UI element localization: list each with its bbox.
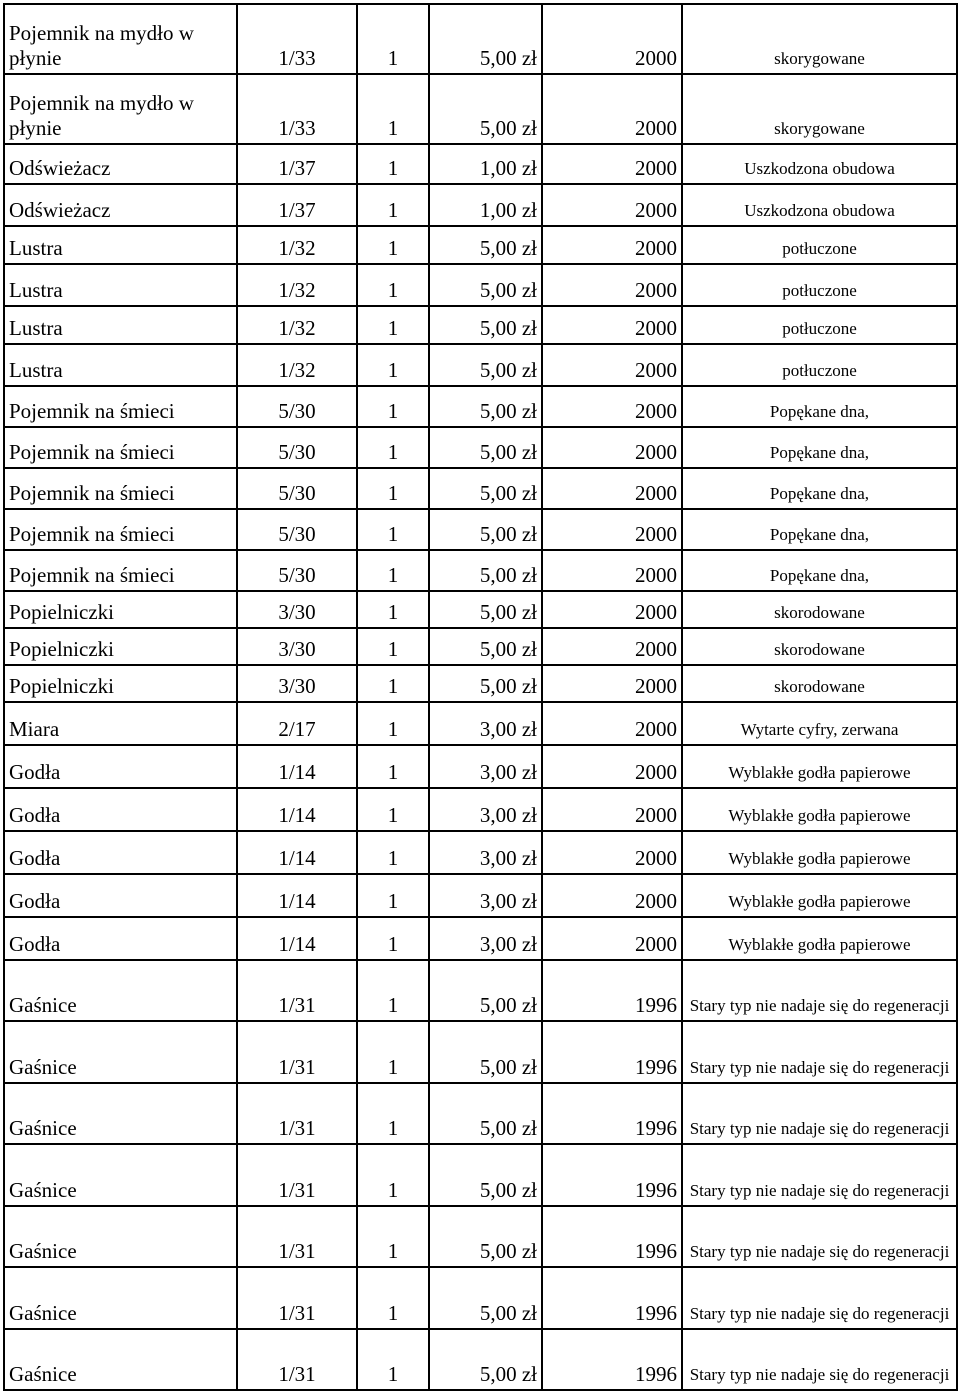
table-row <box>4 788 957 831</box>
cell-note: Stary typ nie nadaje się do regeneracji <box>682 1267 957 1329</box>
cell-code: 1/14 <box>237 917 357 960</box>
cell-price: 5,00 zł <box>429 264 542 306</box>
cell-qty: 1 <box>357 306 429 344</box>
cell-qty: 1 <box>357 264 429 306</box>
cell-qty: 1 <box>357 1329 429 1390</box>
table-row <box>4 1021 957 1083</box>
table-row <box>4 1329 957 1390</box>
cell-name: Pojemnik na śmieci <box>4 386 237 427</box>
cell-note: Wyblakłe godła papierowe <box>682 788 957 831</box>
table-row <box>4 509 957 550</box>
cell-code: 1/31 <box>237 1083 357 1144</box>
cell-year: 2000 <box>542 917 682 960</box>
cell-year: 2000 <box>542 628 682 665</box>
cell-qty: 1 <box>357 960 429 1021</box>
table-row <box>4 874 957 917</box>
cell-price: 5,00 zł <box>429 427 542 468</box>
cell-qty: 1 <box>357 874 429 917</box>
cell-qty: 1 <box>357 74 429 144</box>
cell-note: skorodowane <box>682 628 957 665</box>
table-row <box>4 665 957 702</box>
cell-name: Godła <box>4 831 237 874</box>
cell-name: Pojemnik na mydło w płynie <box>4 4 237 74</box>
table-row <box>4 4 957 74</box>
cell-code: 1/14 <box>237 745 357 788</box>
cell-note: skorodowane <box>682 591 957 628</box>
inventory-table <box>3 3 958 1391</box>
table-row <box>4 144 957 184</box>
cell-year: 1996 <box>542 1021 682 1083</box>
cell-price: 5,00 zł <box>429 386 542 427</box>
cell-qty: 1 <box>357 628 429 665</box>
table-row <box>4 427 957 468</box>
cell-note: Wyblakłe godła papierowe <box>682 831 957 874</box>
cell-year: 2000 <box>542 226 682 264</box>
table-body <box>4 4 957 1390</box>
cell-price: 5,00 zł <box>429 960 542 1021</box>
cell-name: Odświeżacz <box>4 144 237 184</box>
cell-note: Popękane dna, <box>682 509 957 550</box>
cell-year: 2000 <box>542 509 682 550</box>
cell-code: 1/32 <box>237 344 357 386</box>
cell-code: 5/30 <box>237 509 357 550</box>
cell-price: 3,00 zł <box>429 702 542 745</box>
cell-name: Pojemnik na mydło w płynie <box>4 74 237 144</box>
cell-code: 1/33 <box>237 74 357 144</box>
cell-qty: 1 <box>357 1267 429 1329</box>
cell-year: 2000 <box>542 344 682 386</box>
cell-year: 2000 <box>542 144 682 184</box>
cell-price: 5,00 zł <box>429 591 542 628</box>
cell-note: Popękane dna, <box>682 386 957 427</box>
cell-qty: 1 <box>357 468 429 509</box>
cell-year: 2000 <box>542 874 682 917</box>
cell-note: Popękane dna, <box>682 550 957 591</box>
cell-note: Wytarte cyfry, zerwana <box>682 702 957 745</box>
cell-name: Gaśnice <box>4 1267 237 1329</box>
cell-price: 5,00 zł <box>429 550 542 591</box>
cell-year: 2000 <box>542 306 682 344</box>
cell-name: Godła <box>4 788 237 831</box>
cell-note: Popękane dna, <box>682 427 957 468</box>
cell-note: potłuczone <box>682 226 957 264</box>
table-row <box>4 1267 957 1329</box>
cell-note: skorodowane <box>682 665 957 702</box>
cell-qty: 1 <box>357 226 429 264</box>
cell-year: 2000 <box>542 386 682 427</box>
cell-price: 5,00 zł <box>429 1329 542 1390</box>
cell-price: 5,00 zł <box>429 665 542 702</box>
table-row <box>4 184 957 226</box>
cell-qty: 1 <box>357 1206 429 1267</box>
cell-year: 2000 <box>542 831 682 874</box>
cell-code: 5/30 <box>237 550 357 591</box>
cell-code: 5/30 <box>237 468 357 509</box>
cell-price: 3,00 zł <box>429 745 542 788</box>
table-row <box>4 628 957 665</box>
table-row <box>4 917 957 960</box>
cell-price: 5,00 zł <box>429 1144 542 1206</box>
cell-code: 1/14 <box>237 874 357 917</box>
cell-price: 1,00 zł <box>429 144 542 184</box>
cell-name: Lustra <box>4 264 237 306</box>
cell-note: Stary typ nie nadaje się do regeneracji <box>682 1329 957 1390</box>
cell-price: 5,00 zł <box>429 1267 542 1329</box>
cell-qty: 1 <box>357 1144 429 1206</box>
cell-note: Popękane dna, <box>682 468 957 509</box>
cell-price: 5,00 zł <box>429 509 542 550</box>
cell-name: Godła <box>4 745 237 788</box>
cell-note: Stary typ nie nadaje się do regeneracji <box>682 1144 957 1206</box>
cell-name: Pojemnik na śmieci <box>4 509 237 550</box>
cell-name: Popielniczki <box>4 665 237 702</box>
cell-qty: 1 <box>357 550 429 591</box>
cell-year: 2000 <box>542 591 682 628</box>
cell-code: 1/32 <box>237 226 357 264</box>
cell-name: Lustra <box>4 306 237 344</box>
cell-price: 5,00 zł <box>429 468 542 509</box>
table-row <box>4 591 957 628</box>
cell-price: 3,00 zł <box>429 831 542 874</box>
cell-qty: 1 <box>357 1021 429 1083</box>
cell-code: 1/31 <box>237 1329 357 1390</box>
cell-note: potłuczone <box>682 344 957 386</box>
cell-note: potłuczone <box>682 264 957 306</box>
cell-price: 5,00 zł <box>429 74 542 144</box>
cell-name: Gaśnice <box>4 1329 237 1390</box>
cell-qty: 1 <box>357 1083 429 1144</box>
cell-year: 2000 <box>542 4 682 74</box>
cell-year: 1996 <box>542 1329 682 1390</box>
table-row <box>4 74 957 144</box>
cell-year: 2000 <box>542 550 682 591</box>
cell-name: Lustra <box>4 344 237 386</box>
cell-qty: 1 <box>357 917 429 960</box>
cell-code: 3/30 <box>237 628 357 665</box>
cell-price: 5,00 zł <box>429 4 542 74</box>
cell-code: 2/17 <box>237 702 357 745</box>
cell-name: Popielniczki <box>4 591 237 628</box>
cell-note: Uszkodzona obudowa <box>682 184 957 226</box>
cell-price: 3,00 zł <box>429 788 542 831</box>
cell-year: 1996 <box>542 1267 682 1329</box>
cell-code: 1/33 <box>237 4 357 74</box>
cell-year: 2000 <box>542 745 682 788</box>
cell-year: 2000 <box>542 264 682 306</box>
cell-name: Pojemnik na śmieci <box>4 427 237 468</box>
cell-note: potłuczone <box>682 306 957 344</box>
cell-code: 3/30 <box>237 591 357 628</box>
cell-price: 5,00 zł <box>429 1206 542 1267</box>
table-row <box>4 831 957 874</box>
cell-price: 5,00 zł <box>429 1083 542 1144</box>
table-row <box>4 226 957 264</box>
table-row <box>4 306 957 344</box>
cell-note: Wyblakłe godła papierowe <box>682 745 957 788</box>
cell-code: 1/31 <box>237 1267 357 1329</box>
cell-code: 1/14 <box>237 831 357 874</box>
cell-qty: 1 <box>357 509 429 550</box>
cell-year: 2000 <box>542 74 682 144</box>
cell-year: 2000 <box>542 468 682 509</box>
cell-note: Stary typ nie nadaje się do regeneracji <box>682 960 957 1021</box>
cell-year: 1996 <box>542 960 682 1021</box>
table-row <box>4 745 957 788</box>
cell-code: 1/31 <box>237 1144 357 1206</box>
cell-name: Odświeżacz <box>4 184 237 226</box>
cell-name: Lustra <box>4 226 237 264</box>
cell-name: Miara <box>4 702 237 745</box>
cell-code: 5/30 <box>237 427 357 468</box>
cell-year: 2000 <box>542 184 682 226</box>
cell-year: 1996 <box>542 1083 682 1144</box>
cell-price: 5,00 zł <box>429 226 542 264</box>
table-row <box>4 1206 957 1267</box>
cell-code: 1/32 <box>237 306 357 344</box>
cell-year: 2000 <box>542 788 682 831</box>
cell-qty: 1 <box>357 591 429 628</box>
cell-note: Uszkodzona obudowa <box>682 144 957 184</box>
table-row <box>4 264 957 306</box>
cell-qty: 1 <box>357 184 429 226</box>
table-row <box>4 702 957 745</box>
cell-price: 5,00 zł <box>429 628 542 665</box>
cell-note: skorygowane <box>682 74 957 144</box>
cell-qty: 1 <box>357 745 429 788</box>
table-row <box>4 468 957 509</box>
cell-year: 1996 <box>542 1206 682 1267</box>
cell-name: Pojemnik na śmieci <box>4 468 237 509</box>
cell-code: 1/31 <box>237 1206 357 1267</box>
cell-note: skorygowane <box>682 4 957 74</box>
cell-code: 1/37 <box>237 144 357 184</box>
cell-price: 1,00 zł <box>429 184 542 226</box>
table-row <box>4 344 957 386</box>
cell-qty: 1 <box>357 386 429 427</box>
cell-note: Wyblakłe godła papierowe <box>682 917 957 960</box>
cell-qty: 1 <box>357 4 429 74</box>
cell-year: 2000 <box>542 702 682 745</box>
table-row <box>4 960 957 1021</box>
cell-qty: 1 <box>357 665 429 702</box>
cell-qty: 1 <box>357 702 429 745</box>
cell-qty: 1 <box>357 344 429 386</box>
cell-name: Gaśnice <box>4 960 237 1021</box>
cell-name: Gaśnice <box>4 1206 237 1267</box>
cell-year: 1996 <box>542 1144 682 1206</box>
cell-price: 5,00 zł <box>429 1021 542 1083</box>
cell-name: Gaśnice <box>4 1083 237 1144</box>
cell-code: 1/14 <box>237 788 357 831</box>
cell-code: 1/37 <box>237 184 357 226</box>
cell-code: 1/31 <box>237 960 357 1021</box>
cell-qty: 1 <box>357 144 429 184</box>
cell-qty: 1 <box>357 427 429 468</box>
cell-price: 5,00 zł <box>429 344 542 386</box>
cell-qty: 1 <box>357 788 429 831</box>
cell-note: Wyblakłe godła papierowe <box>682 874 957 917</box>
cell-name: Godła <box>4 917 237 960</box>
cell-name: Godła <box>4 874 237 917</box>
cell-note: Stary typ nie nadaje się do regeneracji <box>682 1083 957 1144</box>
cell-note: Stary typ nie nadaje się do regeneracji <box>682 1206 957 1267</box>
cell-name: Gaśnice <box>4 1021 237 1083</box>
cell-code: 1/32 <box>237 264 357 306</box>
table-row <box>4 386 957 427</box>
table-row <box>4 1083 957 1144</box>
cell-year: 2000 <box>542 665 682 702</box>
cell-note: Stary typ nie nadaje się do regeneracji <box>682 1021 957 1083</box>
table-row <box>4 550 957 591</box>
cell-name: Pojemnik na śmieci <box>4 550 237 591</box>
cell-code: 5/30 <box>237 386 357 427</box>
cell-qty: 1 <box>357 831 429 874</box>
cell-name: Gaśnice <box>4 1144 237 1206</box>
cell-year: 2000 <box>542 427 682 468</box>
table-row <box>4 1144 957 1206</box>
cell-price: 3,00 zł <box>429 917 542 960</box>
cell-code: 1/31 <box>237 1021 357 1083</box>
cell-price: 5,00 zł <box>429 306 542 344</box>
cell-code: 3/30 <box>237 665 357 702</box>
cell-price: 3,00 zł <box>429 874 542 917</box>
cell-name: Popielniczki <box>4 628 237 665</box>
